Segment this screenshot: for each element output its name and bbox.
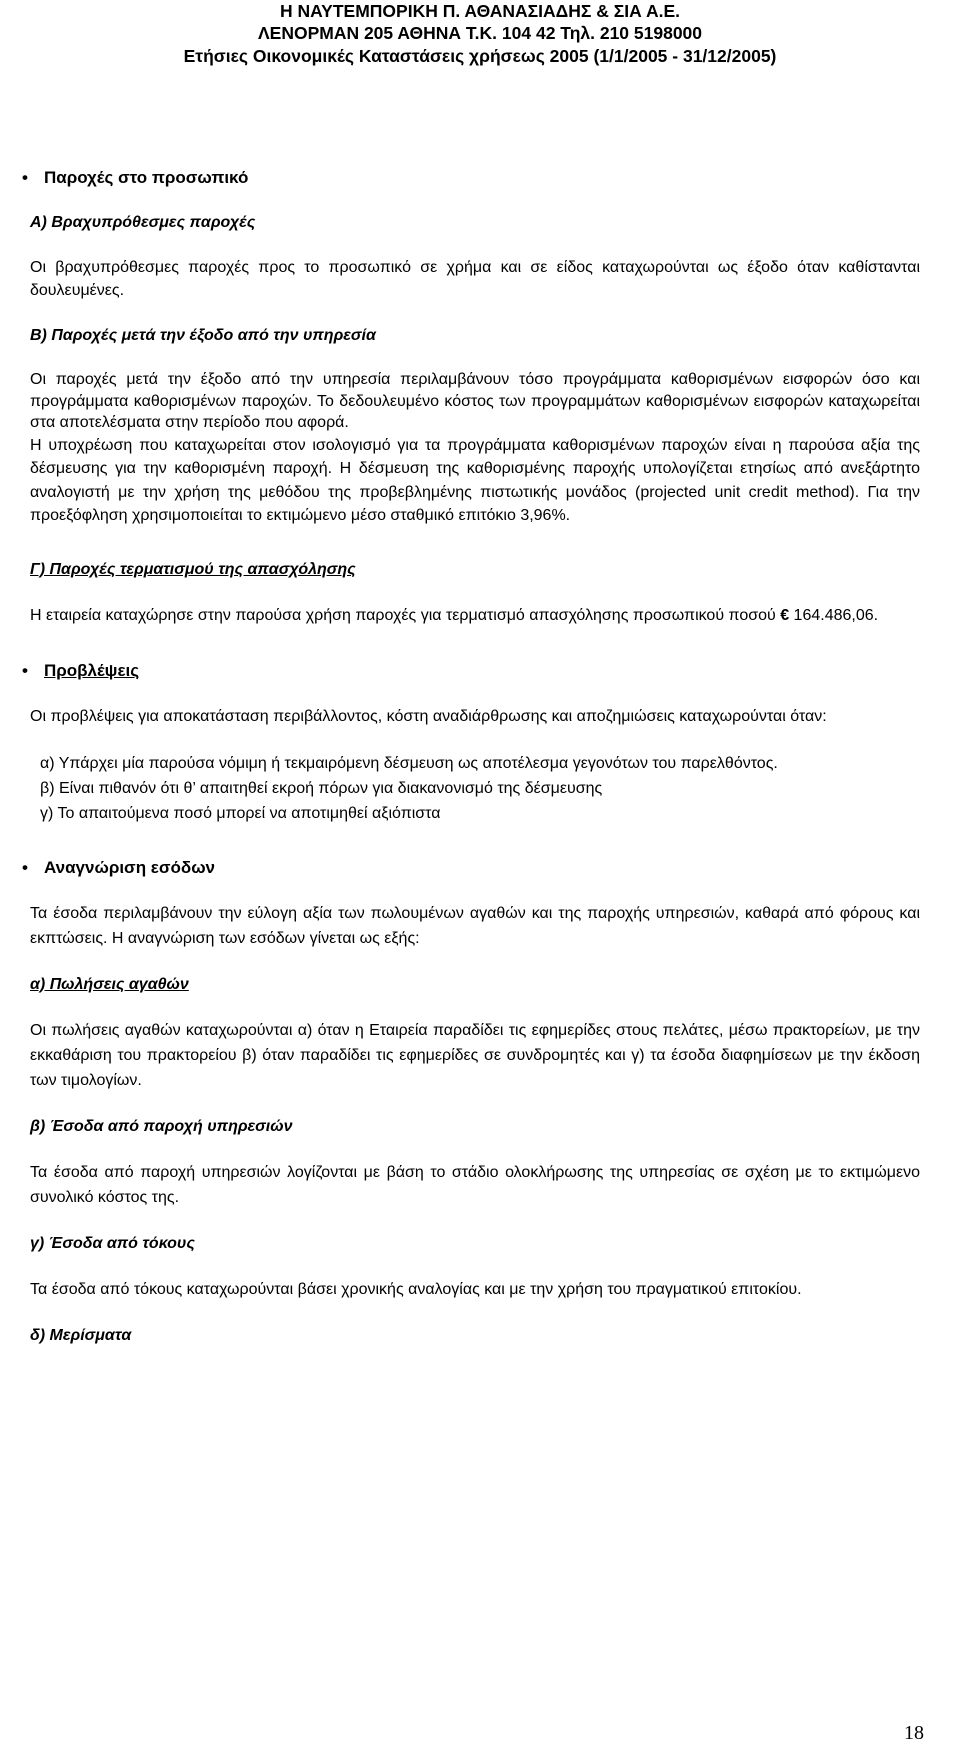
paragraph-termination: Η εταιρεία καταχώρησε στην παρούσα χρήση παροχές για τερματισμό απασχόλησης προσωπικού ποσού € 164.486,06. <box>30 606 879 624</box>
paragraph-post-employment-1: Οι παροχές μετά την έξοδο από την υπηρεσία περιλαμβάνουν τόσο προγράμματα καθορισμένων εισφορών όσο και προγράμματα καθορισμένων παροχών. Το δεδουλευμένο κόστος των προγραμμάτων καθορισμένων εισφορών καταχωρείται στα αποτελέσματα στην περίοδο που αφορά. <box>30 371 920 431</box>
list-item: β) Είναι πιθανόν ότι θ’ απαιτηθεί εκροή πόρων για διακανονισμό της δέσμευσης <box>40 779 603 797</box>
header-company: Η ΝΑΥΤΕΜΠΟΡΙΚΗ Π. ΑΘΑΝΑΣΙΑΔΗΣ & ΣΙΑ Α.Ε. <box>280 1 680 21</box>
paragraph-services-revenue: Τα έσοδα από παροχή υπηρεσιών λογίζονται με βάση το στάδιο ολοκλήρωσης της υπηρεσίας σε σχέση με το εκτιμώμενο συνολικό κόστος της. <box>30 1163 920 1206</box>
paragraph-interest-income: Τα έσοδα από τόκους καταχωρούνται βάσει χρονικής αναλογίας και με την χρήση του πραγματικού επιτοκίου. <box>30 1280 802 1298</box>
subheading-short-term: Α) Βραχυπρόθεσμες παροχές <box>30 214 256 231</box>
paragraph-post-employment-2: Η υποχρέωση που καταχωρείται στον ισολογισμό για τα προγράμματα καθορισμένων παροχών είναι η παρούσα αξία της δέσμευσης για την καθορισμένη παροχή. Η δέσμευση της καθορισμένης παροχής υπολογίζεται ετησίως από ανεξάρτητο αναλογιστή με την χρήση της μεθόδου της προβεβλημένης πιστωτικής μονάδος (projected unit credit method). Για την προεξόφληση χρησιμοποιείται το εκτιμώμενο μέσο σταθμικό επιτόκιο 3,96%. <box>30 436 920 524</box>
subheading-post-employment: Β) Παροχές μετά την έξοδο από την υπηρεσία <box>30 327 376 344</box>
paragraph-sales-of-goods: Οι πωλήσεις αγαθών καταχωρούνται α) όταν η Εταιρεία παραδίδει τις εφημερίδες στους πελάτες, μέσω πρακτορείων, με την εκκαθάριση του πρακτορείου β) όταν παραδίδει τις εφημερίδες σε συνδρομητές και γ) τα έσοδα διαφημίσεων με την έκδοση των τιμολογίων. <box>30 1021 920 1089</box>
paragraph-provisions-intro: Οι προβλέψεις για αποκατάσταση περιβάλλοντος, κόστη αναδιάρθρωσης και αποζημιώσεις καταχωρούνται όταν: <box>30 707 827 725</box>
subheading-interest-income: γ) Έσοδα από τόκους <box>30 1234 195 1252</box>
header-report-title: Ετήσιες Οικονομικές Καταστάσεις χρήσεως 2005 (1/1/2005 - 31/12/2005) <box>183 46 777 66</box>
header-address: ΛΕΝΟΡΜΑΝ 205 ΑΘΗΝΑ Τ.Κ. 104 42 Τηλ. 210 5198000 <box>257 23 703 43</box>
bullet-icon: • <box>22 857 28 877</box>
document-body <box>22 166 920 1347</box>
paragraph-short-term: Οι βραχυπρόθεσμες παροχές προς το προσωπικό σε χρήμα και σε είδος καταχωρούνται ως έξοδο όταν καθίστανται δουλευμένες. <box>30 259 920 299</box>
subheading-dividends: δ) Μερίσματα <box>30 1326 132 1344</box>
page-number: 18 <box>904 1722 924 1744</box>
page-header <box>0 0 960 68</box>
bullet-icon: • <box>22 168 28 187</box>
subheading-termination: Γ) Παροχές τερματισμού της απασχόλησης <box>30 560 356 578</box>
section-heading-staff-benefits: • Παροχές στο προσωπικό <box>22 168 249 187</box>
euro-icon: € <box>780 606 790 624</box>
subheading-sales-of-goods: α) Πωλήσεις αγαθών <box>30 975 189 993</box>
section-heading-revenue: • Αναγνώριση εσόδων <box>22 857 216 877</box>
section-heading-provisions: • Προβλέψεις <box>22 660 140 680</box>
subheading-services-revenue: β) Έσοδα από παροχή υπηρεσιών <box>30 1117 293 1135</box>
list-item: α) Υπάρχει μία παρούσα νόμιμη ή τεκμαιρόμενη δέσμευση ως αποτέλεσμα γεγονότων του παρελθόντος. <box>40 754 778 772</box>
bullet-icon: • <box>22 660 28 680</box>
paragraph-revenue-intro: Τα έσοδα περιλαμβάνουν την εύλογη αξία των πωλουμένων αγαθών και της παροχής υπηρεσιών, καθαρά από φόρους και εκπτώσεις. Η αναγνώριση των εσόδων γίνεται ως εξής: <box>30 904 920 947</box>
list-item: γ) Το απαιτούμενα ποσό μπορεί να αποτιμηθεί αξιόπιστα <box>40 804 441 822</box>
